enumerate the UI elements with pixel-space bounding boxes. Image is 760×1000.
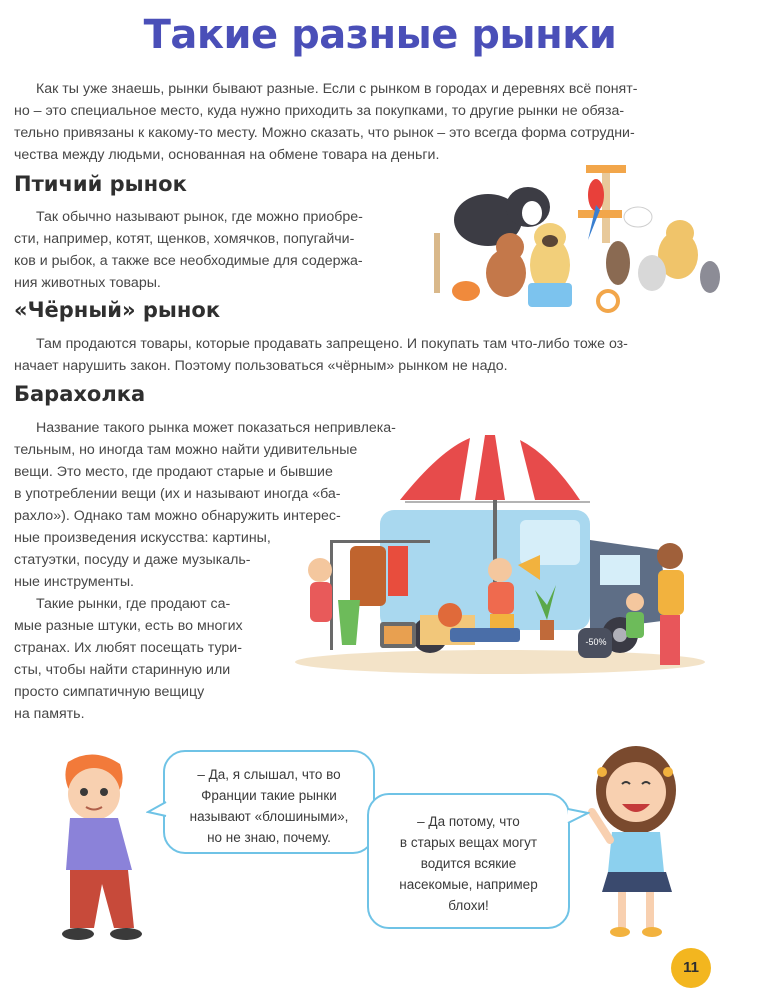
bubble-tail-boy — [146, 800, 168, 820]
intro-line: Как ты уже знаешь, рынки бывают разные. Если с рынком в городах и деревнях всё понят- — [36, 81, 638, 97]
intro-line: но – это специальное место, куда нужно приходить за покупками, то другие рынки не обяза- — [14, 103, 625, 119]
paragraph-line: начает нарушить закон. Поэтому пользоваться «чёрным» рынком не надо. — [14, 358, 508, 374]
pets-illustration — [428, 155, 728, 315]
section-heading-black-market: «Чёрный» рынок — [14, 298, 221, 322]
sale-tag-label: -50% — [585, 637, 607, 647]
bubble-line: в старых вещах могут — [399, 835, 538, 850]
intro-line: чества между людьми, основанная на обмене товара на деньги. — [14, 147, 440, 163]
page-number-badge: 11 — [671, 948, 711, 988]
black-market-paragraph — [14, 333, 744, 377]
girl-illustration — [582, 742, 692, 942]
paragraph-line: сты, чтобы найти старинную или — [14, 662, 231, 678]
paragraph-line: ные инструменты. — [14, 574, 134, 590]
paragraph-line: ков и рыбок, а также все необходимые для содержа- — [14, 253, 363, 269]
bubble-line: – Да потому, что — [417, 814, 520, 829]
paragraph-line: Там продаются товары, которые продавать запрещено. И покупать там что-либо тоже оз- — [36, 336, 628, 352]
section-heading-bird-market: Птичий рынок — [14, 172, 187, 196]
paragraph-line: Такие рынки, где продают са- — [36, 596, 231, 612]
paragraph-line: просто симпатичную вещицу — [14, 684, 205, 700]
bubble-line: но не знаю, почему. — [207, 830, 331, 845]
paragraph-line: вещи. Это место, где продают старые и бывшие — [14, 464, 333, 480]
bubble-line: насекомые, например — [399, 877, 538, 892]
bubble-line: Франции такие рынки — [201, 788, 337, 803]
bubble-line: – Да, я слышал, что во — [197, 767, 341, 782]
paragraph-line: тельным, но иногда там можно найти удивительные — [14, 442, 358, 458]
paragraph-line: мые разные штуки, есть во многих — [14, 618, 243, 634]
bubble-line: водится всякие — [420, 856, 517, 871]
page-title: Такие разные рынки — [143, 12, 617, 58]
flea-market-illustration — [290, 430, 710, 680]
bubble-line: называют «блошиными», — [189, 809, 349, 824]
bubble-tail-girl — [566, 805, 590, 827]
intro-line: тельно привязаны к какому-то месту. Можно сказать, что рынок – это всегда форма сотрудни- — [14, 125, 635, 141]
speech-bubble-boy — [163, 750, 375, 854]
paragraph-line: странах. Их любят посещать тури- — [14, 640, 242, 656]
paragraph-line: рахло»). Однако там можно обнаружить интерес- — [14, 508, 341, 524]
intro-paragraph — [14, 78, 744, 166]
paragraph-line: на память. — [14, 706, 85, 722]
paragraph-line: ния животных товары. — [14, 275, 161, 291]
paragraph-line: Так обычно называют рынок, где можно приобре- — [36, 209, 363, 225]
boy-illustration — [48, 752, 158, 947]
paragraph-line: статуэтки, посуду и даже музыкаль- — [14, 552, 251, 568]
paragraph-line: сти, например, котят, щенков, хомячков, попугайчи- — [14, 231, 355, 247]
paragraph-line: Название такого рынка может показаться непривлека- — [36, 420, 396, 436]
bubble-line: блохи! — [448, 898, 489, 913]
paragraph-line: ные произведения искусства: картины, — [14, 530, 271, 546]
paragraph-line: в употреблении вещи (их и называют иногда «ба- — [14, 486, 341, 502]
bird-market-paragraph — [14, 206, 434, 294]
speech-bubble-girl — [367, 793, 570, 929]
section-heading-flea-market: Барахолка — [14, 382, 146, 406]
